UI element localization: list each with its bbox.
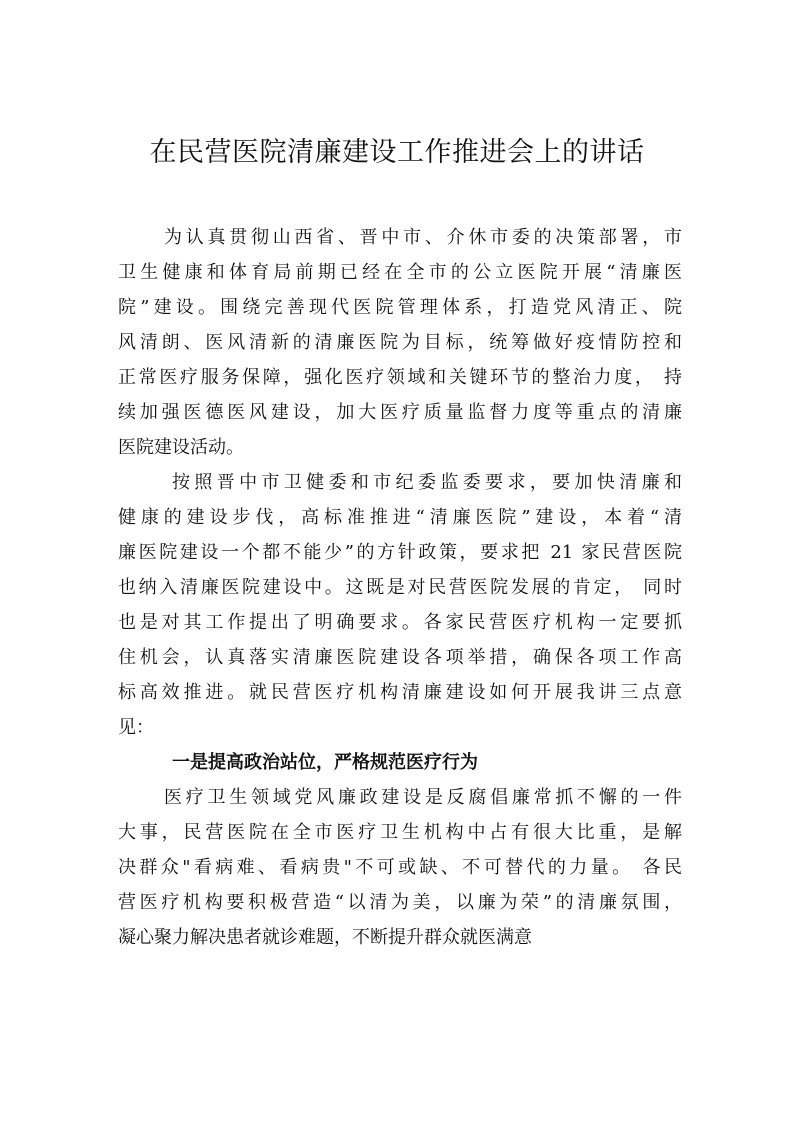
paragraph-line: 决群众"看病难、看病贵"不可或缺、不可替代的力量。 各民 bbox=[118, 857, 682, 878]
paragraph-line: 为认真贯彻山西省、晋中市、介休市委的决策部署，市 bbox=[164, 227, 682, 248]
paragraph-line: 按照晋中市卫健委和市纪委监委要求，要加快清廉和 bbox=[172, 472, 682, 493]
paragraph-line: 医疗卫生领域党风廉政建设是反腐倡廉常抓不懈的一件 bbox=[164, 787, 682, 808]
paragraph-line: 续加强医德医风建设，加大医疗质量监督力度等重点的清廉 bbox=[118, 402, 682, 423]
paragraph-line: 凝心聚力解决患者就诊难题，不断提升群众就医满意 bbox=[118, 927, 532, 948]
paragraph-line: 廉医院建设一个都不能少”的方针政策，要求把 21 家民营医院 bbox=[118, 542, 682, 563]
paragraph-line: 标高效推进。就民营医疗机构清廉建设如何开展我讲三点意 bbox=[118, 682, 682, 703]
paragraph-2 bbox=[118, 465, 682, 745]
paragraph-line: 见： bbox=[118, 717, 154, 738]
paragraph-line: 健康的建设步伐，高标准推进“清廉医院”建设，本着“清 bbox=[118, 507, 682, 528]
paragraph-line: 风清朗、医风清新的清廉医院为目标，统筹做好疫情防控和 bbox=[118, 332, 682, 353]
paragraph-line: 也是对其工作提出了明确要求。各家民营医疗机构一定要抓 bbox=[118, 612, 682, 633]
paragraph-line: 医院建设活动。 bbox=[118, 437, 244, 458]
paragraph-line: 院”建设。围绕完善现代医院管理体系，打造党风清正、院 bbox=[118, 297, 682, 318]
paragraph-line: 也纳入清廉医院建设中。这既是对民营医院发展的肯定， 同时 bbox=[118, 577, 682, 598]
document-title: 在民营医院清廉建设工作推进会上的讲话 bbox=[149, 137, 645, 168]
paragraph-line: 住机会，认真落实清廉医院建设各项举措，确保各项工作高 bbox=[118, 647, 682, 668]
paragraph-line: 正常医疗服务保障，强化医疗领域和关键环节的整治力度， 持 bbox=[118, 367, 682, 388]
section-heading: 一是提高政治站位，严格规范医疗行为 bbox=[172, 752, 478, 773]
paragraph-line: 卫生健康和体育局前期已经在全市的公立医院开展“清廉医 bbox=[118, 262, 682, 283]
document-body bbox=[118, 220, 682, 955]
paragraph-line: 营医疗机构要积极营造“以清为美，以廉为荣”的清廉氛围， bbox=[118, 892, 682, 913]
paragraph-1 bbox=[118, 220, 682, 465]
paragraph-3 bbox=[118, 780, 682, 955]
paragraph-line: 大事，民营医院在全市医疗卫生机构中占有很大比重，是解 bbox=[118, 822, 682, 843]
